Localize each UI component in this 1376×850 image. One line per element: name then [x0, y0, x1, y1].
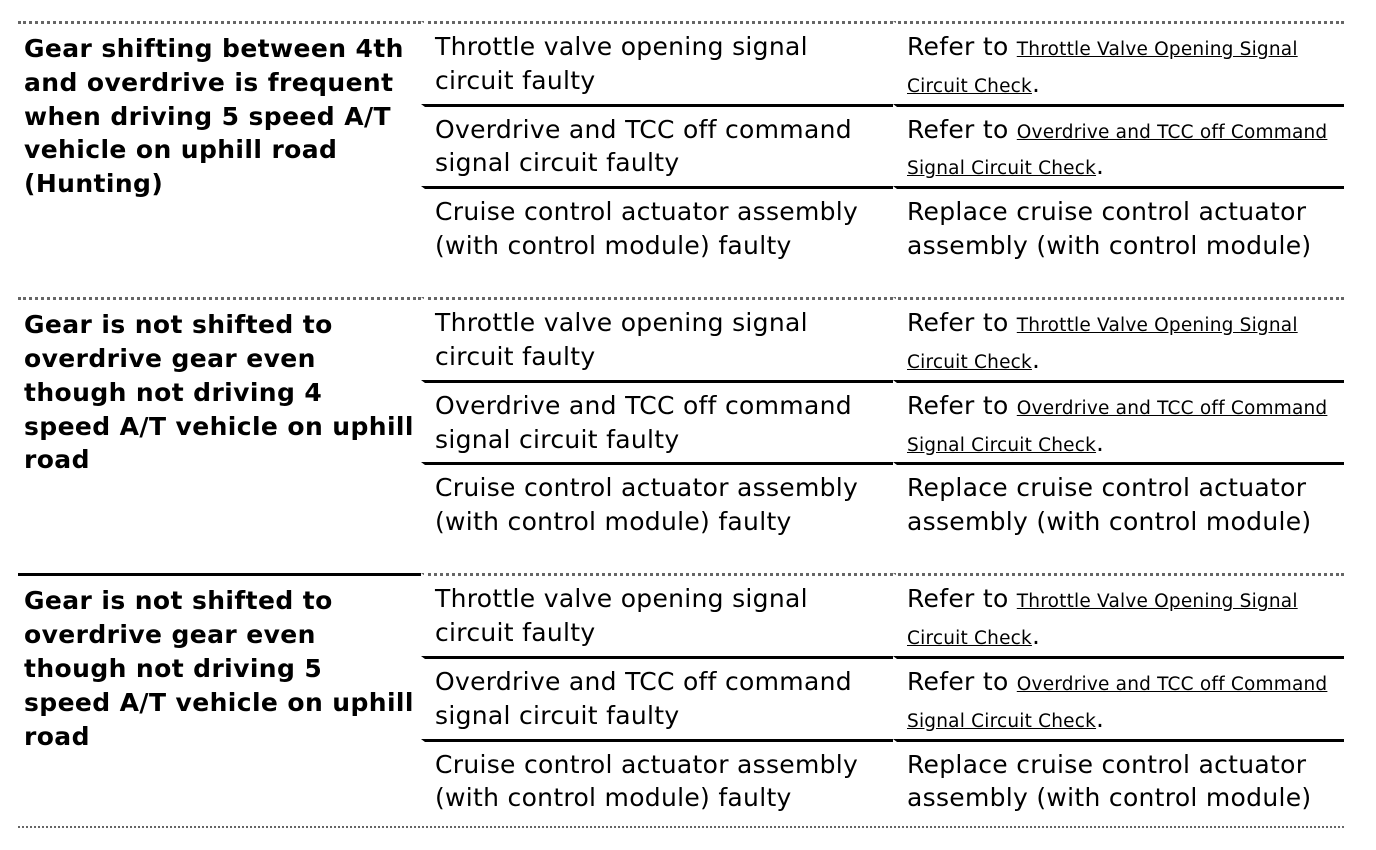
throttle-valve-check-link[interactable]: Throttle Valve Opening Signal Circuit Check	[907, 315, 1298, 373]
fix-suffix: .	[1031, 344, 1041, 374]
cause-cell: Cruise control actuator assembly (with control module) faulty	[421, 186, 893, 297]
throttle-valve-check-link[interactable]: Throttle Valve Opening Signal Circuit Check	[907, 591, 1298, 650]
condition-cell: Gear is not shifted to overdrive gear even though not driving 5 speed A/T vehicle on uphill road	[18, 573, 421, 849]
fix-cell	[893, 297, 1344, 380]
fix-prefix: Refer to	[907, 308, 1017, 338]
fix-suffix: .	[1031, 621, 1041, 651]
table-row	[18, 573, 1344, 656]
fix-prefix: Refer to	[907, 584, 1017, 614]
fix-prefix: Refer to	[907, 390, 1017, 420]
cause-cell: Throttle valve opening signal circuit faulty	[421, 297, 893, 380]
fix-cell	[893, 21, 1344, 104]
fix-cell: Replace cruise control actuator assembly (with control module)	[893, 739, 1344, 850]
throttle-valve-check-link[interactable]: Throttle Valve Opening Signal Circuit Check	[907, 39, 1298, 97]
fix-cell: Replace cruise control actuator assembly (with control module)	[893, 462, 1344, 573]
fix-suffix: .	[1031, 68, 1041, 98]
cause-cell: Overdrive and TCC off command signal circuit faulty	[421, 104, 893, 187]
fix-suffix: .	[1096, 151, 1105, 181]
overdrive-tcc-check-link[interactable]: Overdrive and TCC off Command Signal Circuit Check	[907, 397, 1328, 456]
fix-cell	[893, 656, 1344, 739]
cause-cell: Cruise control actuator assembly (with control module) faulty	[421, 462, 893, 573]
table-row	[18, 21, 1344, 104]
fix-prefix: Refer to	[907, 666, 1017, 696]
fix-cell: Replace cruise control actuator assembly (with control module)	[893, 186, 1344, 297]
fix-prefix: Refer to	[907, 114, 1017, 144]
fix-suffix: .	[1096, 427, 1105, 457]
table-bottom-border	[18, 826, 1344, 828]
fix-cell	[893, 104, 1344, 187]
cause-cell: Throttle valve opening signal circuit faulty	[421, 21, 893, 104]
diagnosis-table	[18, 21, 1344, 850]
cause-cell: Overdrive and TCC off command signal circuit faulty	[421, 380, 893, 463]
cause-cell: Throttle valve opening signal circuit faulty	[421, 573, 893, 656]
fix-suffix: .	[1096, 703, 1105, 733]
fix-prefix: Refer to	[907, 32, 1017, 61]
overdrive-tcc-check-link[interactable]: Overdrive and TCC off Command Signal Circuit Check	[907, 673, 1328, 732]
condition-cell: Gear shifting between 4th and overdrive is frequent when driving 5 speed A/T vehicle on uphill road (Hunting)	[18, 21, 421, 297]
condition-cell: Gear is not shifted to overdrive gear even though not driving 4 speed A/T vehicle on uphill road	[18, 297, 421, 573]
fix-cell	[893, 380, 1344, 463]
overdrive-tcc-check-link[interactable]: Overdrive and TCC off Command Signal Circuit Check	[907, 121, 1328, 180]
cause-cell: Cruise control actuator assembly (with control module) faulty	[421, 739, 893, 850]
fix-cell	[893, 573, 1344, 656]
table-row	[18, 297, 1344, 380]
cause-cell: Overdrive and TCC off command signal circuit faulty	[421, 656, 893, 739]
